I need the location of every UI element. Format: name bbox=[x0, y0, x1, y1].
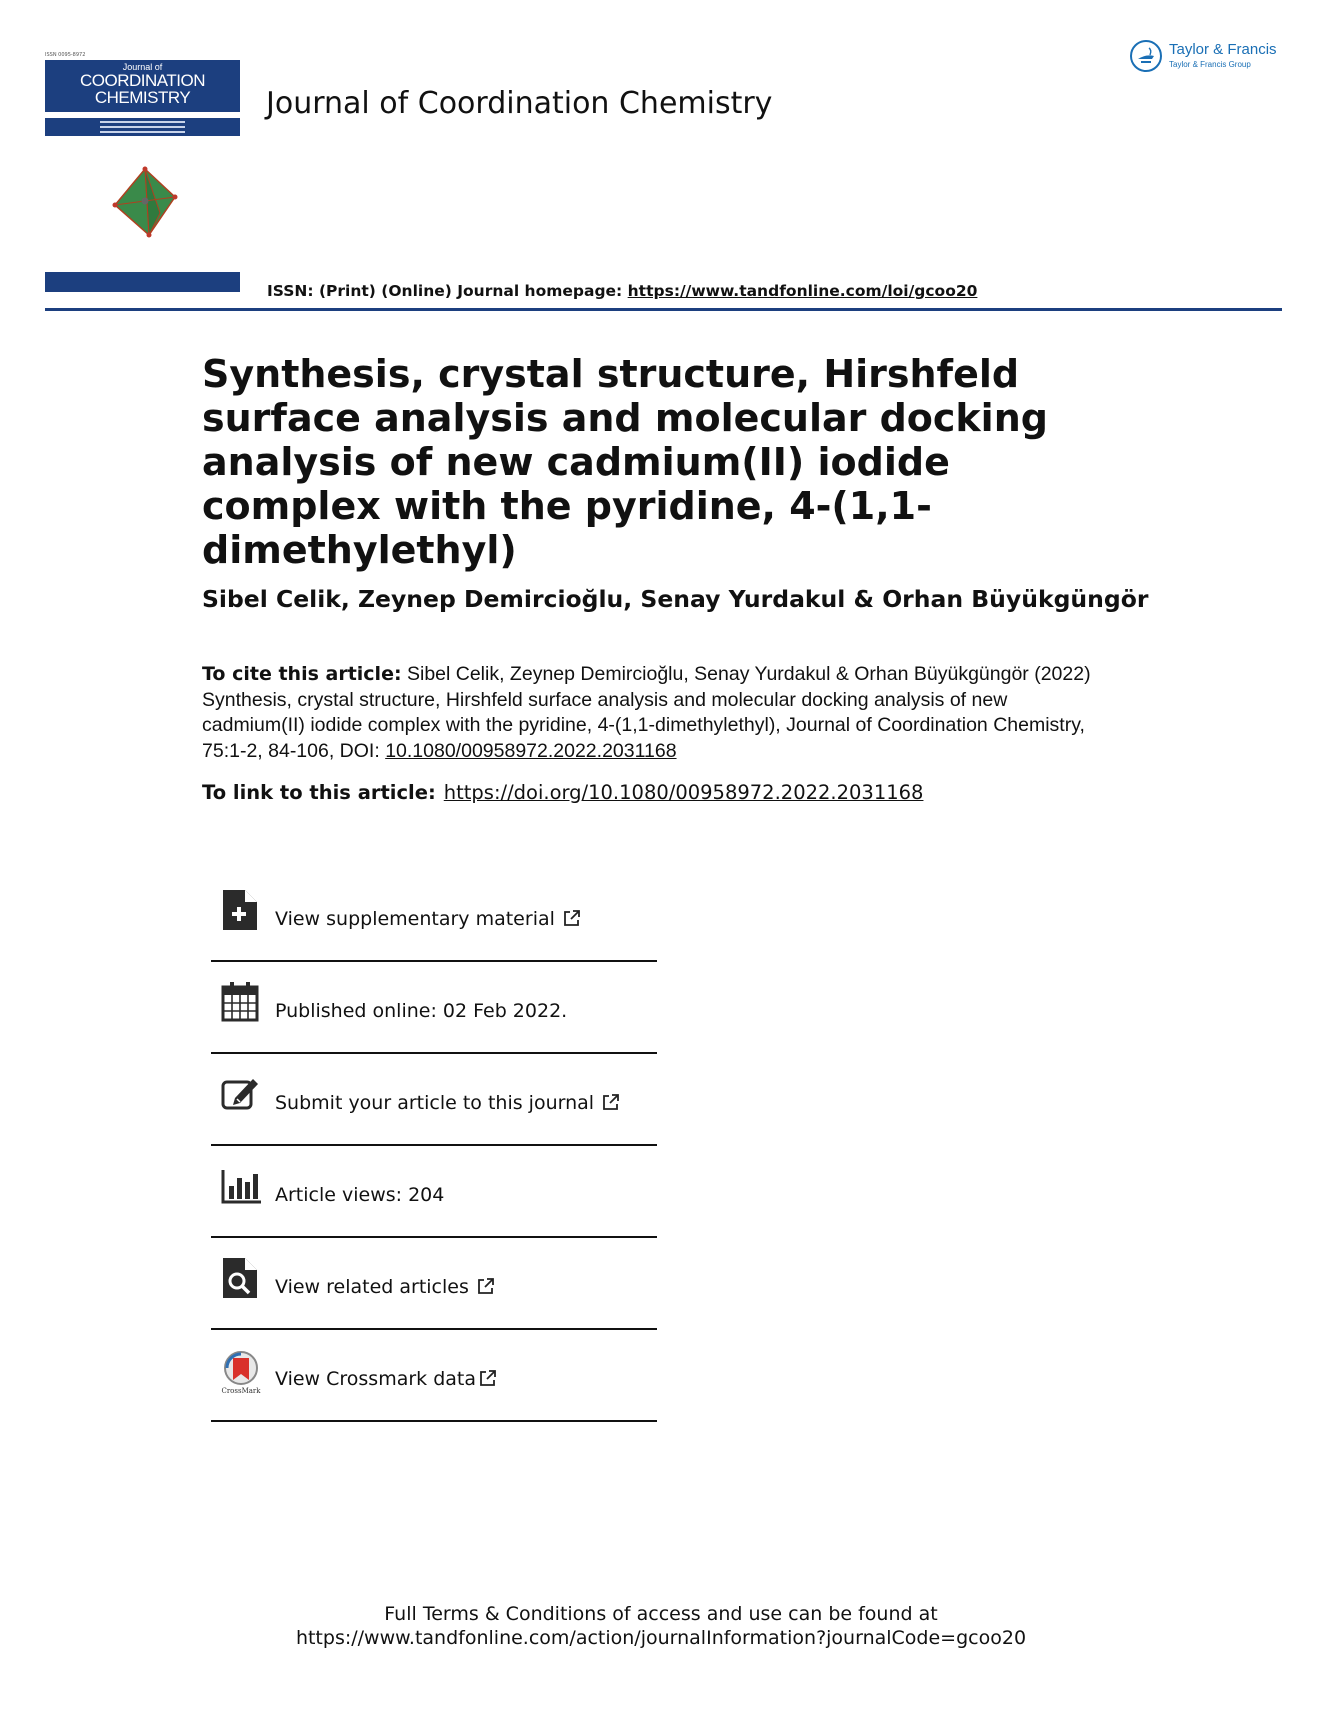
citation-doi-link[interactable]: 10.1080/00958972.2022.2031168 bbox=[385, 739, 677, 762]
article-doi-url[interactable]: https://doi.org/10.1080/00958972.2022.2031168 bbox=[443, 781, 924, 804]
cover-journal-of: Journal of bbox=[122, 62, 163, 72]
journal-homepage-link[interactable]: https://www.tandfonline.com/loi/gcoo20 bbox=[627, 282, 978, 300]
article-info-list bbox=[211, 870, 657, 1422]
article-authors: Sibel Celik, Zeynep Demircioğlu, Senay Yurdakul & Orhan Büyükgüngör bbox=[202, 585, 1149, 613]
terms-line: Full Terms & Conditions of access and use can be found at bbox=[384, 1603, 938, 1625]
citation-label: To cite this article: bbox=[202, 663, 402, 685]
supplementary-label: View supplementary material bbox=[275, 908, 555, 930]
file-plus-icon bbox=[221, 890, 261, 930]
citation-block bbox=[202, 662, 1102, 764]
cover-title-line1: COORDINATION bbox=[80, 71, 205, 90]
article-views: Article views: 204 bbox=[275, 1184, 445, 1206]
views-row bbox=[211, 1146, 657, 1238]
related-row[interactable] bbox=[211, 1238, 657, 1330]
issn-text: ISSN: (Print) (Online) Journal homepage: bbox=[267, 282, 628, 300]
submit-link[interactable] bbox=[275, 1092, 620, 1114]
bar-chart-icon bbox=[221, 1166, 261, 1206]
submit-row[interactable] bbox=[211, 1054, 657, 1146]
publisher-group: Taylor & Francis Group bbox=[1169, 60, 1251, 69]
cover-title-line2: CHEMISTRY bbox=[94, 88, 191, 107]
publisher-logo[interactable] bbox=[1130, 38, 1285, 78]
article-link-line bbox=[202, 781, 923, 804]
citation-text: Sibel Celik, Zeynep Demircioğlu, Senay Yurdakul & Orhan Büyükgüngör (2022) Synthesis, crystal structure, Hirshfeld surface analysis and molecular docking analysis of new cadmium(II) iodide complex with the pyridine, 4-(1,1-dimethylethyl), Journal of Coordination Chemistry, 75:1-2, 84-106, DOI: bbox=[202, 663, 1091, 762]
crossmark-caption: CrossMark bbox=[221, 1387, 261, 1394]
journal-cover-image bbox=[45, 52, 240, 293]
cover-publisher-band bbox=[45, 272, 240, 292]
file-search-icon bbox=[221, 1258, 261, 1298]
issn-homepage-line bbox=[267, 282, 977, 300]
related-label: View related articles bbox=[275, 1276, 469, 1298]
crossmark-row[interactable] bbox=[211, 1330, 657, 1422]
publisher-name: Taylor & Francis bbox=[1169, 41, 1277, 58]
article-title: Synthesis, crystal structure, Hirshfeld surface analysis and molecular docking analysis of new cadmium(II) iodide complex with the pyridine, 4-(1,1-dimethylethyl) bbox=[202, 352, 1048, 572]
calendar-icon bbox=[221, 982, 261, 1022]
cover-issn: ISSN 0095-8972 bbox=[45, 52, 86, 58]
edit-icon bbox=[221, 1074, 261, 1114]
supplementary-link[interactable] bbox=[275, 908, 581, 930]
lamp-logo-icon bbox=[1130, 40, 1162, 72]
related-link[interactable] bbox=[275, 1276, 495, 1298]
external-link-icon bbox=[563, 909, 581, 927]
crossmark-link[interactable] bbox=[275, 1368, 497, 1390]
crossmark-icon bbox=[221, 1350, 261, 1394]
published-date: Published online: 02 Feb 2022. bbox=[275, 1000, 568, 1022]
crossmark-label: View Crossmark data bbox=[275, 1368, 477, 1390]
published-row bbox=[211, 962, 657, 1054]
external-link-icon bbox=[602, 1093, 620, 1111]
terms-url[interactable]: https://www.tandfonline.com/action/journalInformation?journalCode=gcoo20 bbox=[295, 1627, 1027, 1649]
terms-footer bbox=[0, 1602, 1322, 1650]
header-divider bbox=[45, 308, 1282, 311]
submit-label: Submit your article to this journal bbox=[275, 1092, 595, 1114]
article-link-label: To link to this article: bbox=[202, 781, 436, 804]
external-link-icon bbox=[479, 1369, 497, 1387]
supplementary-row[interactable] bbox=[211, 870, 657, 962]
external-link-icon bbox=[477, 1277, 495, 1295]
journal-title: Journal of Coordination Chemistry bbox=[266, 86, 773, 121]
cover-editor-band bbox=[45, 118, 240, 136]
octahedron-molecule-icon bbox=[105, 165, 185, 240]
cover-title-block bbox=[45, 60, 240, 112]
